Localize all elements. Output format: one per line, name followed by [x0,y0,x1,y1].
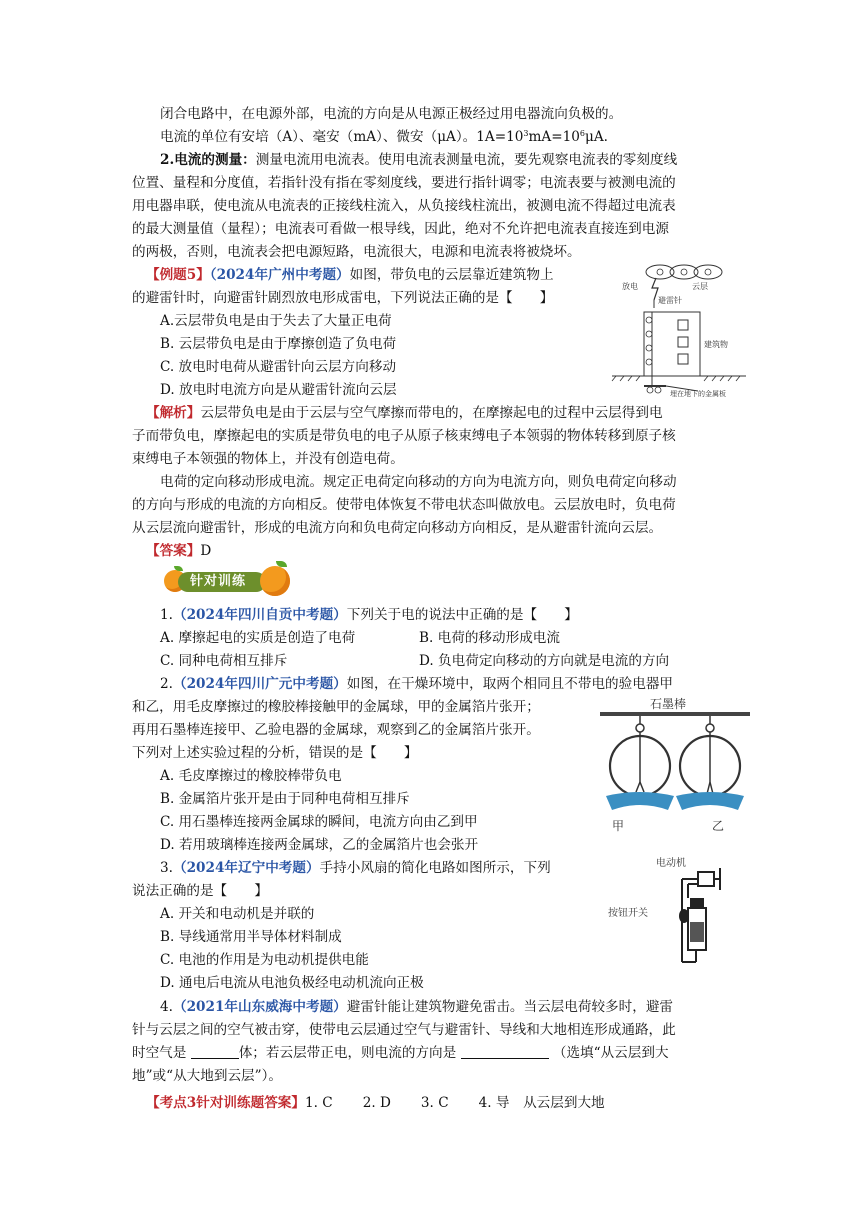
measure-line-2: 位置、量程和分度值，若指针没有指在零刻度线，要进行指针调零；电流表要与被测电流的 [132,175,676,191]
training-answers: 【考点3针对训练题答案】1. C 2. D 3. C 4. 导 从云层到大地 [146,1095,605,1111]
q1-stem: 1.（2024年四川自贡中考题）下列关于电的说法中正确的是【 】 [160,607,578,623]
cloud-discharge-label: 放电 [622,282,638,291]
q2-stem-line1: 2.（2024年四川广元中考题）如图，在干燥环境中，取两个相同且不带电的验电器甲 [160,676,674,692]
analysis-tag: 【解析】 [146,405,201,421]
q2-stem-line4: 下列对上述实验过程的分析，错误的是【 】 [132,745,418,761]
electroscope-yi-label: 乙 [712,819,725,833]
example5-option-a: A.云层带负电是由于失去了大量正电荷 [160,313,392,329]
training-badge-text: 针对训练 [190,574,247,589]
q2-option-b: B. 金属箔片张开是由于同种电荷相互排斥 [160,791,410,807]
cloud-label: 云层 [692,282,708,291]
q1-source: 2024年四川自贡中考题 [186,607,334,623]
electroscope-figure [594,692,754,834]
fan-circuit-figure [606,852,730,968]
q3-option-c: C. 电池的作用是为电动机提供电能 [160,952,369,968]
analysis-line-3: 束缚电子本领强的物体上，并没有创造电荷。 [132,451,404,467]
example5-source: 2024年广州中考题 [216,267,337,283]
measure-line-4: 的最大测量值（量程）；电流表可看做一根导线，因此，绝对不允许把电流表直接连到电源 [132,221,669,237]
training-answers-tag: 【考点3针对训练题答案】 [146,1095,305,1111]
current-unit-line: 电流的单位有安培（A）、毫安（mA）、微安（μA）。$1A=10^3mA=10^6\mu A$. [160,129,608,145]
q2-option-d: D. 若用玻璃棒连接两金属球，乙的金属箔片也会张开 [160,837,479,853]
measure-line-1: 2.电流的测量：测量电流用电流表。使用电流表测量电流，要先观察电流表的零刻度线 [160,152,678,168]
q3-stem-line1: 3.（2024年辽宁中考题）手持小风扇的简化电路如图所示，下列 [160,860,551,876]
q3-source: 2024年辽宁中考题 [186,860,306,876]
q2-stem-line2: 和乙，用毛皮摩擦过的橡胶棒接触甲的金属球，甲的金属箔片张开； [132,699,540,715]
q4-blank-1[interactable] [191,1058,239,1059]
motor-label: 电动机 [656,858,686,869]
q3-option-b: B. 导线通常用半导体材料制成 [160,929,342,945]
q4-stem-line3: 时空气是 体；若云层带正电，则电流的方向是 （选填“从云层到大 [132,1045,669,1061]
electroscope-jia-label: 甲 [612,819,625,833]
measure-line-3: 用电器串联，使电流从电流表的正接线柱流入，从负接线柱流出，被测电流不得超过电流表 [132,198,676,214]
q4-stem-line4: 地”或“从大地到云层”）。 [132,1068,282,1084]
analysis-line-2: 子而带负电，摩擦起电的实质是带负电的电子从原子核束缚电子本领弱的物体转移到原子核 [132,428,676,444]
q1-option-d: D. 负电荷定向移动的方向就是电流的方向 [419,653,670,669]
measure-heading: 2.电流的测量： [160,152,256,168]
analysis-line-5: 的方向与形成的电流的方向相反。使带电体恢复不带电状态叫做放电。云层放电时，负电荷 [132,497,676,513]
q3-stem-line2: 说法正确的是【 】 [132,883,268,899]
q2-option-a: A. 毛皮摩擦过的橡胶棒带负电 [160,768,342,784]
rod-label: 避雷针 [658,296,682,305]
answer-tag: 【答案】 [146,543,201,559]
ground-plate-label: 埋在地下的金属板 [670,390,726,398]
q2-source: 2024年四川广元中考题 [186,676,334,692]
q4-stem-line1: 4.（2021年山东威海中考题）避雷针能让建筑物避免雷击。当云层电荷较多时，避雷 [160,999,674,1015]
orange-icon [260,566,290,596]
example5-stem-line1: 【例题5】（2024年广州中考题）如图，带负电的云层靠近建筑物上 [146,267,554,283]
example5-stem-line2: 的避雷针时，向避雷针剧烈放电形成雷电，下列说法正确的是【 】 [132,290,554,306]
example5-option-c: C. 放电时电荷从避雷针向云层方向移动 [160,359,397,375]
training-badge [160,566,296,596]
q4-source: 2021年山东威海中考题 [186,999,334,1015]
q1-option-a: A. 摩擦起电的实质是创造了电荷 [160,630,356,646]
q3-option-a: A. 开关和电动机是并联的 [160,906,315,922]
analysis-line-1: 【解析】云层带负电是由于云层与空气摩擦而带电的，在摩擦起电的过程中云层得到电 [146,405,663,421]
answer-line [146,541,211,561]
example5-tag: 【例题5】 [146,267,210,283]
q4-stem-line2: 针与云层之间的空气被击穿，使带电云层通过空气与避雷针、导线和大地相连形成通路，此 [132,1022,676,1038]
q1-option-b: B. 电荷的移动形成电流 [419,630,560,646]
switch-label: 按钮开关 [608,908,648,919]
q2-option-c: C. 用石墨棒连接两金属球的瞬间，电流方向由乙到甲 [160,814,478,830]
example5-option-d: D. 放电时电流方向是从避雷针流向云层 [160,382,397,398]
measure-line-5: 的两极，否则，电流表会把电源短路，电流很大，电源和电流表将被烧坏。 [132,244,581,260]
answer-value: D [200,543,212,559]
intro-paragraph: 闭合电路中，在电源外部，电流的方向是从电源正极经过用电器流向负极的。 [160,106,623,122]
graphite-rod-label: 石墨棒 [650,697,687,711]
q4-blank-2[interactable] [461,1058,549,1059]
q3-option-d: D. 通电后电流从电池负极经电动机流向正极 [160,975,424,991]
building-label: 建筑物 [704,340,728,349]
q1-option-c: C. 同种电荷相互排斥 [160,653,288,669]
example5-option-b: B. 云层带负电是由于摩擦创造了负电荷 [160,336,397,352]
q2-stem-line3: 再用石墨棒连接甲、乙验电器的金属球，观察到乙的金属箔片张开。 [132,722,540,738]
analysis-line-6: 从云层流向避雷针，形成的电流方向和负电荷定向移动方向相反，是从避雷针流向云层。 [132,520,663,536]
analysis-line-4: 电荷的定向移动形成电流。规定正电荷定向移动的方向为电流方向，则负电荷定向移动 [160,474,677,490]
lightning-rod-figure [608,262,766,398]
